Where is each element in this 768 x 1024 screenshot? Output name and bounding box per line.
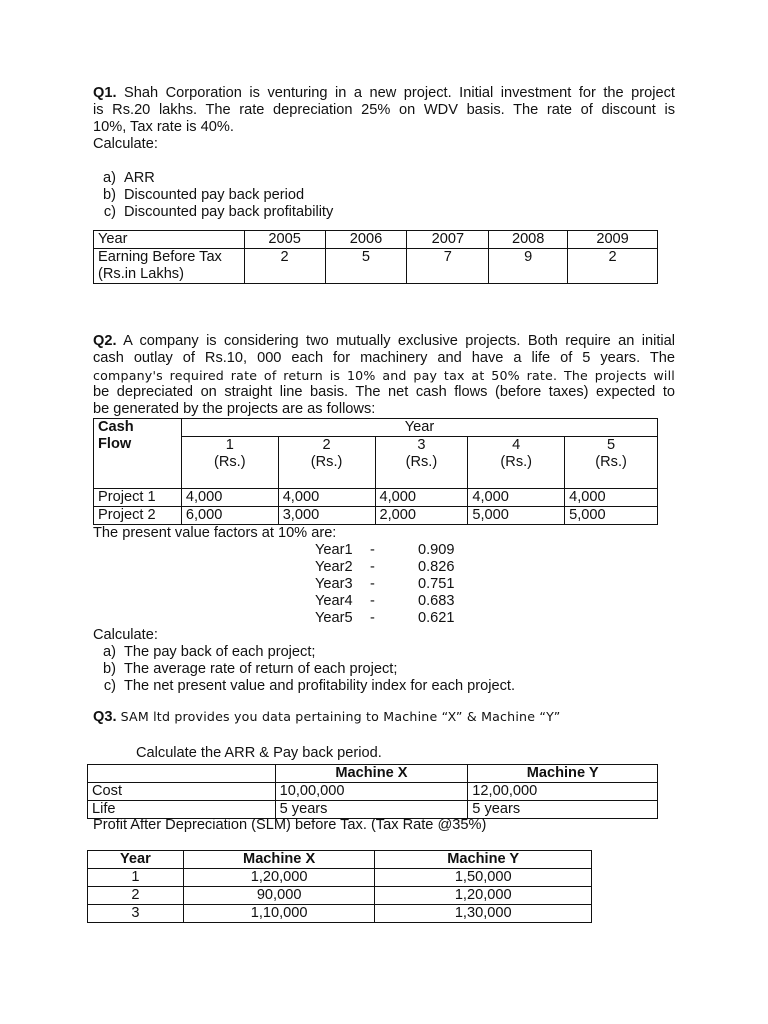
question-1-text-line-1: Shah Corporation is venturing in a new project. Initial investment for the project xyxy=(124,85,675,101)
table-cell: 2 xyxy=(88,887,184,905)
table-cell: Year xyxy=(181,419,657,437)
table-row xyxy=(88,905,592,923)
table-row xyxy=(88,765,658,783)
question-3-profit-note: Profit After Depreciation (SLM) before Tax. (Tax Rate @35%) xyxy=(93,817,487,833)
table-cell: 4,000 xyxy=(375,489,468,507)
question-2-text-line-2: cash outlay of Rs.10, 000 each for machinery and have a life of 5 years. The xyxy=(93,350,675,366)
table-cell: 4,000 xyxy=(565,489,658,507)
question-2 xyxy=(93,333,675,695)
list-item: c) Discounted pay back profitability xyxy=(103,204,334,220)
table-cell: 2 (Rs.) xyxy=(278,437,375,489)
table-cell: 2006 xyxy=(325,231,407,249)
table-row xyxy=(88,869,592,887)
list-item: Year4 - 0.683 xyxy=(315,593,455,609)
table-cell: 4,000 xyxy=(278,489,375,507)
table-cell: Project 1 xyxy=(94,489,182,507)
table-row xyxy=(88,801,658,819)
table-cell: Machine X xyxy=(275,765,468,783)
question-3-table-1 xyxy=(87,764,658,819)
question-2-calculate: Calculate: xyxy=(93,627,158,643)
table-row xyxy=(94,507,658,525)
question-2-text-line-3: company's required rate of return is 10% and pay tax at 50% rate. The projects will xyxy=(93,368,675,383)
question-2-label: Q2. xyxy=(93,333,117,349)
table-cell: 1,30,000 xyxy=(375,905,592,923)
table-row xyxy=(94,231,658,249)
table-cell: Cash Flow xyxy=(94,419,182,489)
table-row xyxy=(94,419,658,437)
table-cell: 5 (Rs.) xyxy=(565,437,658,489)
question-1 xyxy=(93,85,675,284)
question-3-text: SAM ltd provides you data pertaining to Machine “X” & Machine “Y” xyxy=(120,709,561,724)
list-item: a) The pay back of each project; xyxy=(103,644,316,660)
table-cell: Year xyxy=(94,231,245,249)
table-cell: Cost xyxy=(88,783,276,801)
table-cell: 7 xyxy=(407,249,489,284)
pv-factor-list xyxy=(93,542,675,627)
table-cell: 5,000 xyxy=(468,507,565,525)
table-cell: 2007 xyxy=(407,231,489,249)
list-item: Year2 - 0.826 xyxy=(315,559,455,575)
table-cell: 1 (Rs.) xyxy=(181,437,278,489)
question-1-text-line-3: 10%, Tax rate is 40%. xyxy=(93,119,234,135)
table-row xyxy=(88,887,592,905)
list-item: c) The net present value and profitability index for each project. xyxy=(103,678,516,694)
list-item: Year5 - 0.621 xyxy=(315,610,455,626)
question-2-text-line-4: be depreciated on straight line basis. The net cash flows (before taxes) expected to xyxy=(93,384,675,400)
pv-intro: The present value factors at 10% are: xyxy=(93,525,337,541)
table-cell: 1,20,000 xyxy=(375,887,592,905)
table-cell: 5,000 xyxy=(565,507,658,525)
question-1-label: Q1. xyxy=(93,85,117,101)
table-cell: 4,000 xyxy=(181,489,278,507)
table-row xyxy=(88,851,592,869)
table-cell: 1,10,000 xyxy=(183,905,375,923)
table-cell: 4,000 xyxy=(468,489,565,507)
table-cell: 9 xyxy=(489,249,568,284)
table-cell: 5 xyxy=(325,249,407,284)
table-cell: 2005 xyxy=(244,231,325,249)
question-2-table xyxy=(93,418,658,525)
question-2-list xyxy=(93,644,675,695)
question-1-text-line-2: is Rs.20 lakhs. The rate depreciation 25% on WDV basis. The rate of discount is xyxy=(93,102,675,118)
table-cell: 1,50,000 xyxy=(375,869,592,887)
table-cell: Machine Y xyxy=(375,851,592,869)
table-cell: 3 (Rs.) xyxy=(375,437,468,489)
question-3 xyxy=(93,708,675,762)
table-cell: Project 2 xyxy=(94,507,182,525)
table-cell: 1,20,000 xyxy=(183,869,375,887)
question-1-table xyxy=(93,230,658,284)
table-row xyxy=(94,489,658,507)
table-cell xyxy=(88,765,276,783)
question-3-table-2 xyxy=(87,850,592,923)
list-item: b) The average rate of return of each project; xyxy=(103,661,398,677)
question-3-instruction: Calculate the ARR & Pay back period. xyxy=(136,745,382,761)
table-cell: 2,000 xyxy=(375,507,468,525)
question-2-text-line-1: A company is considering two mutually exclusive projects. Both require an initial xyxy=(123,333,675,349)
table-cell: 6,000 xyxy=(181,507,278,525)
table-cell: 2 xyxy=(244,249,325,284)
table-cell: 5 years xyxy=(275,801,468,819)
list-item: Year3 - 0.751 xyxy=(315,576,455,592)
document-page xyxy=(93,85,675,762)
table-cell: Earning Before Tax (Rs.in Lakhs) xyxy=(94,249,245,284)
table-cell: 1 xyxy=(88,869,184,887)
list-item: b) Discounted pay back period xyxy=(103,187,305,203)
table-cell: 3 xyxy=(88,905,184,923)
table-cell: 2 xyxy=(568,249,658,284)
table-cell: 90,000 xyxy=(183,887,375,905)
question-3-label: Q3. xyxy=(93,709,117,725)
list-item: Year1 - 0.909 xyxy=(315,542,455,558)
table-cell: 12,00,000 xyxy=(468,783,658,801)
list-item: a) ARR xyxy=(103,170,155,186)
table-cell: Machine X xyxy=(183,851,375,869)
table-cell: Year xyxy=(88,851,184,869)
question-1-list xyxy=(93,170,675,221)
table-row xyxy=(94,249,658,284)
table-row xyxy=(88,783,658,801)
question-2-text-line-5: be generated by the projects are as follows: xyxy=(93,401,376,417)
table-cell: 2009 xyxy=(568,231,658,249)
table-cell: 2008 xyxy=(489,231,568,249)
question-1-calculate: Calculate: xyxy=(93,136,158,152)
table-cell: Life xyxy=(88,801,276,819)
table-cell: 4 (Rs.) xyxy=(468,437,565,489)
table-cell: 5 years xyxy=(468,801,658,819)
table-cell: 10,00,000 xyxy=(275,783,468,801)
table-cell: Machine Y xyxy=(468,765,658,783)
table-cell: 3,000 xyxy=(278,507,375,525)
